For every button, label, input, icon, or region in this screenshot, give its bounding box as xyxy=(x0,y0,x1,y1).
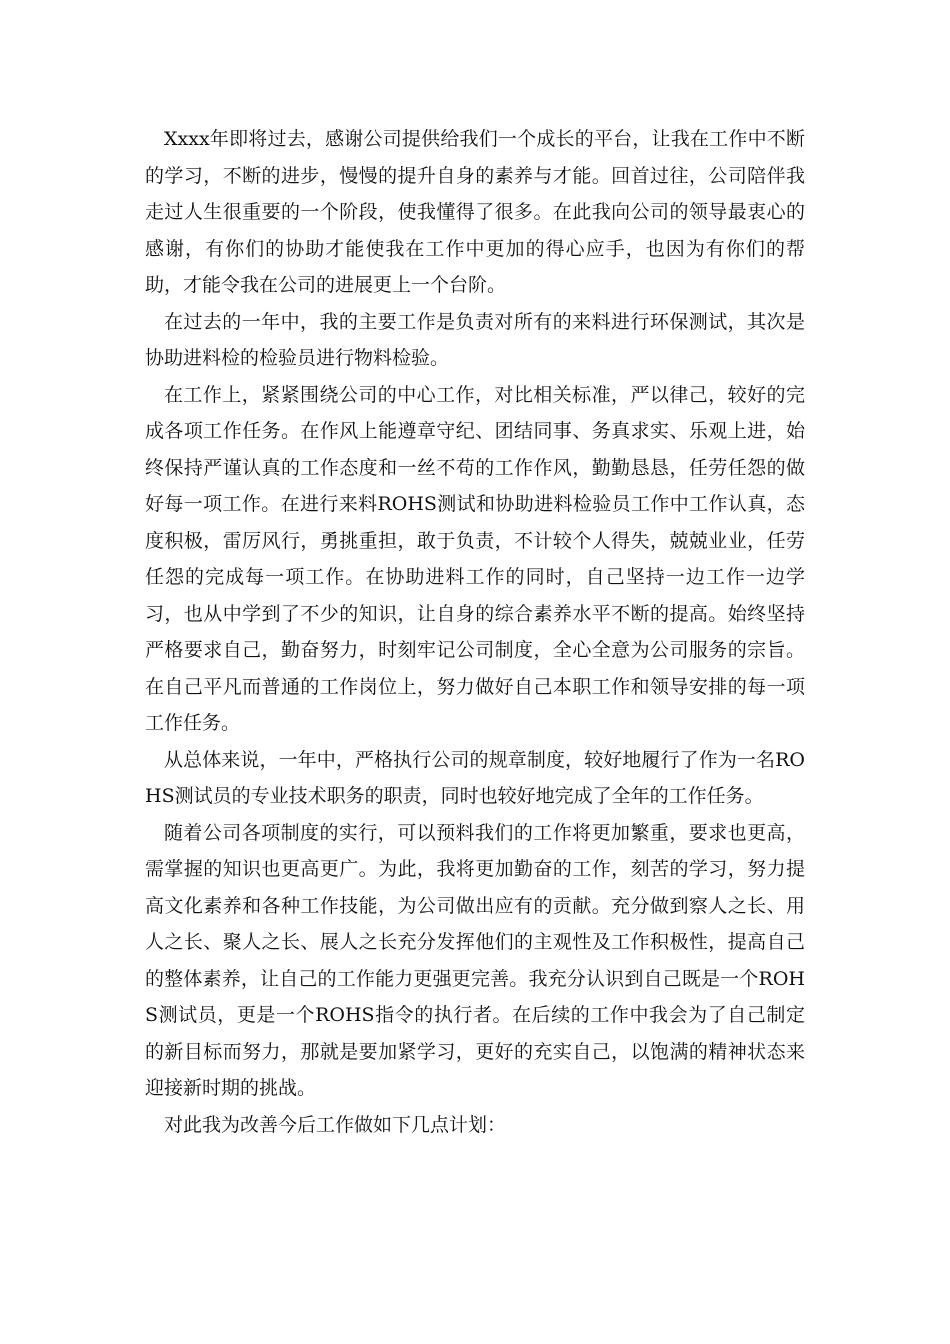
document-body xyxy=(145,121,805,1143)
paragraph-plan-intro: 对此我为改善今后工作做如下几点计划： xyxy=(164,1113,507,1136)
paragraph-main-duties: 在过去的一年中，我的主要工作是负责对所有的来料进行环保测试，其次是协助进料检的检验员进行物料检验。 xyxy=(145,310,805,369)
paragraph-intro: Xxxx年即将过去，感谢公司提供给我们一个成长的平台，让我在工作中不断的学习，不断的进步，慢慢的提升自身的素养与才能。回首过往，公司陪伴我走过人生很重要的一个阶段，使我懂得了很多。在此我向公司的领导最衷心的感谢，有你们的协助才能使我在工作中更加的得心应手，也因为有你们的帮助，才能令我在公司的进展更上一个台阶。 xyxy=(145,128,805,296)
paragraph-work-performance: 在工作上，紧紧围绕公司的中心工作，对比相关标准，严以律己，较好的完成各项工作任务。在作风上能遵章守纪、团结同事、务真求实、乐观上进，始终保持严谨认真的工作态度和一丝不苟的工作作风，勤勤恳恳，任劳任怨的做好每一项工作。在进行来料ROHS测试和协助进料检验员工作中工作认真，态度积极，雷厉风行，勇挑重担，敢于负责，不计较个人得失，兢兢业业，任劳任怨的完成每一项工作。在协助进料工作的同时，自己坚持一边工作一边学习，也从中学到了不少的知识，让自身的综合素养水平不断的提高。始终坚持严格要求自己，勤奋努力，时刻牢记公司制度，全心全意为公司服务的宗旨。在自己平凡而普通的工作岗位上，努力做好自己本职工作和领导安排的每一项工作任务。 xyxy=(145,383,805,734)
paragraph-overall-summary: 从总体来说，一年中，严格执行公司的规章制度，较好地履行了作为一名ROHS测试员的专业技术职务的职责，同时也较好地完成了全年的工作任务。 xyxy=(145,748,805,807)
paragraph-future-outlook: 随着公司各项制度的实行，可以预料我们的工作将更加繁重，要求也更高，需掌握的知识也更高更广。为此，我将更加勤奋的工作，刻苦的学习，努力提高文化素养和各种工作技能，为公司做出应有的贡献。充分做到察人之长、用人之长、聚人之长、展人之长充分发挥他们的主观性及工作积极性，提高自己的整体素养，让自己的工作能力更强更完善。我充分认识到自己既是一个ROHS测试员，更是一个ROHS指令的执行者。在后续的工作中我会为了自己制定的新目标而努力，那就是要加紧学习，更好的充实自己，以饱满的精神状态来迎接新时期的挑战。 xyxy=(145,821,805,1099)
